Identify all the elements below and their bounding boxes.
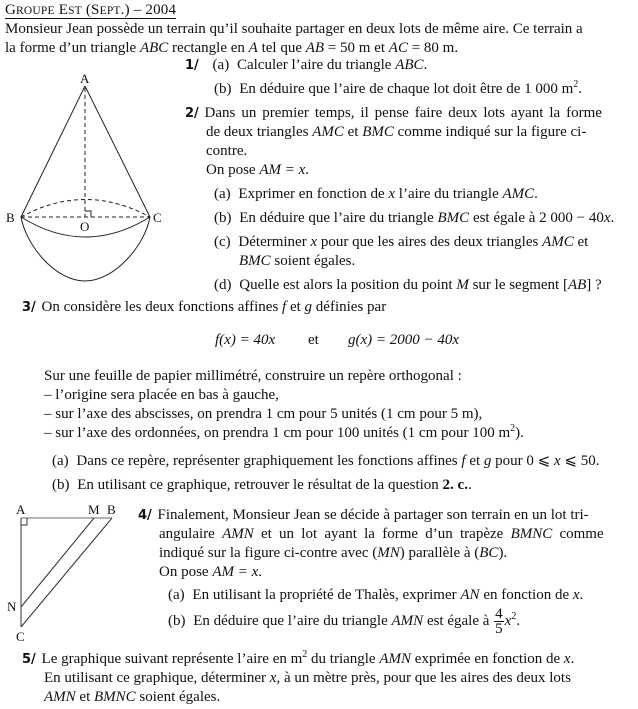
var-bmc: BMC [239, 253, 271, 269]
text: En déduire que l’aire du triangle [193, 613, 392, 629]
text: angulaire [159, 526, 223, 542]
text: En déduire que l’aire de chaque lot doit être de 1 000 m [239, 81, 574, 97]
text: . [258, 564, 263, 580]
var-g: g [304, 299, 313, 315]
q2-number: 2/ [185, 106, 199, 121]
text: En utilisant ce graphique, retrouver le résultat de la question [77, 477, 443, 493]
var-amn: AMN [44, 689, 76, 705]
text: = 50 m et [324, 40, 389, 56]
label-c: C [16, 629, 25, 644]
text: ⩽ 50. [560, 453, 600, 469]
var-abc: ABC [139, 40, 169, 56]
text: . [423, 57, 428, 73]
label-a: A [80, 71, 90, 86]
q3-instruction: Sur une feuille de papier millimétré, construire un repère orthogonal : [44, 368, 462, 384]
text: exprimée en fonction de [411, 651, 564, 667]
var-g: g [483, 453, 492, 469]
segment-mn [21, 518, 94, 607]
q2-d [214, 276, 602, 294]
text: ). [515, 425, 524, 441]
text: pour que les aires des deux triangles [317, 234, 543, 250]
text: Calculer l’aire du triangle [236, 57, 396, 73]
text: . [579, 587, 584, 603]
var-amn: AMN [222, 526, 254, 542]
text: . [305, 162, 310, 178]
text: rectangle en [168, 40, 249, 56]
var-x: x [388, 186, 396, 202]
var-f: f [461, 453, 466, 469]
text: . [610, 210, 615, 226]
q2-c-cont [239, 252, 355, 270]
q4-b [168, 606, 520, 636]
intro-line-2 [5, 39, 458, 57]
var-bc: BC [479, 545, 499, 561]
text: . [570, 651, 575, 667]
q3-number: 3/ [22, 300, 36, 315]
fraction-4-5 [494, 607, 504, 636]
cone-figure [0, 65, 180, 285]
q2-c [214, 233, 588, 251]
q2-line-4 [206, 161, 309, 179]
q4-line-2 [159, 525, 604, 543]
label-n: N [7, 599, 17, 614]
var-amn: AMN [379, 651, 412, 667]
q3-b-label: (b) [52, 477, 70, 493]
page-title [5, 1, 176, 20]
q5-line-2 [44, 669, 571, 687]
text: Quelle est alors la position du point [239, 277, 457, 293]
text: . [467, 477, 472, 493]
var-abc: ABC [395, 57, 424, 73]
text: et [75, 689, 94, 705]
text: et [573, 234, 589, 250]
text: – sur l’axe des ordonnées, on prendra 1 cm pour 100 unités (1 cm pour 100 m [44, 425, 511, 441]
var-amc: AMC [502, 186, 535, 202]
var-f: f [282, 299, 287, 315]
text: la forme d’un triangle [5, 40, 140, 56]
text: Finalement, Monsieur Jean se décide à partager son terrain en un lot tri- [157, 507, 589, 523]
text: et [465, 453, 484, 469]
triangle-figure [0, 500, 130, 650]
q5-line-1 [22, 650, 574, 669]
q2-b [214, 209, 614, 227]
text: En utilisant ce graphique, déterminer [44, 670, 270, 686]
cone-edge-right [85, 86, 150, 217]
q2-a [214, 185, 538, 203]
var-am-x: AM = x [259, 162, 306, 178]
formula-f: f(x) = 40x [215, 332, 276, 348]
var-amc: AMC [542, 234, 574, 250]
q4-line-3 [159, 544, 507, 562]
text: . [534, 186, 538, 202]
right-angle-mark [21, 518, 27, 525]
text: = 80 m. [407, 40, 459, 56]
formula-et: et [308, 332, 319, 348]
numerator: 4 [495, 606, 503, 623]
text: et [286, 299, 305, 315]
q3-a-label: (a) [52, 453, 69, 469]
q1-number: 1/ [185, 58, 199, 73]
var-bmnc: BMNC [94, 689, 136, 705]
q4-b-label: (b) [168, 613, 186, 629]
q4-number: 4/ [138, 508, 152, 523]
text: On pose [159, 564, 213, 580]
var-am-x: AM = x [212, 564, 259, 580]
text: tel que [257, 40, 306, 56]
text: . [516, 613, 521, 629]
text: soient égales. [135, 689, 221, 705]
text: du triangle [307, 651, 380, 667]
text: définies par [312, 299, 387, 315]
superscript: 2 [302, 649, 308, 660]
var-a: A [248, 40, 258, 56]
text: indiqué sur la figure ci-contre avec ( [159, 545, 378, 561]
text: Exprimer en fonction de [238, 186, 389, 202]
var-x: x [269, 670, 277, 686]
q2-line-3: contre. [206, 143, 248, 159]
text: et un lot ayant la forme d’un trapèze [253, 526, 511, 542]
label-b: B [107, 502, 116, 517]
title-text: GROUPE EST (SEPT.) – 2004 [5, 2, 177, 18]
text: , à un mètre près, pour que les aires des deux lots [276, 670, 571, 686]
text: On considère les deux fonctions affines [41, 299, 283, 315]
var-ab: AB [305, 40, 325, 56]
label-m: M [88, 502, 100, 517]
q1-a [185, 56, 427, 75]
denominator: 5 [495, 621, 503, 638]
q5-number: 5/ [22, 652, 36, 667]
q2-line-1 [185, 104, 602, 123]
text: Déterminer [238, 234, 311, 250]
q4-a [168, 586, 583, 604]
q4-line-4 [159, 563, 262, 581]
right-angle-mark [85, 211, 91, 217]
var-x: x [504, 613, 512, 629]
text: de deux triangles [206, 124, 313, 140]
var-bmnc: BMNC [510, 526, 553, 542]
q3-bullet-3 [44, 424, 524, 442]
text: ). [498, 545, 508, 561]
cone-edge-left [21, 86, 85, 217]
q4-a-label: (a) [168, 587, 185, 603]
superscript: 2 [511, 611, 517, 622]
text: soient égales. [270, 253, 356, 269]
text: Dans un premier temps, il pense faire deux lots ayant la forme [204, 105, 602, 121]
label-o: O [80, 219, 90, 234]
text: On pose [206, 162, 260, 178]
var-x: x [563, 651, 571, 667]
segment-bc [21, 518, 112, 627]
q2-line-2 [206, 123, 586, 141]
text: ] ? [586, 277, 602, 293]
text: est égale à 2 000 − 40 [469, 210, 604, 226]
text: en fonction de [479, 587, 573, 603]
text: . [578, 81, 583, 97]
var-x: x [572, 587, 580, 603]
label-b: B [6, 210, 15, 225]
text: ) parallèle à ( [399, 545, 480, 561]
var-m: M [456, 277, 469, 293]
var-bmc: BMC [362, 124, 394, 140]
text: En utilisant la propriété de Thalès, exprimer [192, 587, 461, 603]
q3-bullet-2: – sur l’axe des abscisses, on prendra 1 cm pour 5 unités (1 cm pour 5 m), [44, 406, 483, 422]
text: comme [552, 526, 604, 542]
text: Dans ce repère, représenter graphiquement les fonctions affines [76, 453, 462, 469]
text: pour 0 ⩽ [491, 453, 554, 469]
question-ref: 2. c. [442, 477, 468, 493]
var-bmc: BMC [437, 210, 470, 226]
q1-a-label: (a) [212, 57, 230, 73]
text: comme indiqué sur la figure ci- [393, 124, 587, 140]
q3-intro [22, 298, 386, 317]
var-x: x [603, 210, 611, 226]
intro-line-1: Monsieur Jean possède un terrain qu’il souhaite partager en deux lots de même aire. Ce terrain a [5, 21, 583, 37]
var-amn: AMN [391, 613, 424, 629]
var-an: AN [460, 587, 480, 603]
text: est égale à [423, 613, 494, 629]
text: Le graphique suivant représente l’aire en m [41, 651, 303, 667]
var-amc: AMC [312, 124, 344, 140]
var-ab: AB [567, 277, 587, 293]
q5-line-3 [44, 688, 220, 706]
text: sur le segment [ [468, 277, 568, 293]
q2-b-label: (b) [214, 210, 232, 226]
q4-line-1 [138, 506, 589, 525]
q1-b [214, 80, 582, 98]
superscript: 2 [510, 423, 516, 434]
superscript: 2 [573, 79, 579, 90]
text: En déduire que l’aire du triangle [239, 210, 438, 226]
q2-c-label: (c) [214, 234, 231, 250]
q2-a-label: (a) [214, 186, 231, 202]
label-a: A [16, 502, 26, 517]
formula-g: g(x) = 2000 − 40x [348, 332, 460, 348]
text: l’aire du triangle [395, 186, 503, 202]
var-x: x [553, 453, 561, 469]
label-c: C [153, 210, 162, 225]
var-x: x [310, 234, 318, 250]
q3-b [52, 476, 472, 494]
var-mn: MN [377, 545, 400, 561]
q3-a [52, 452, 599, 470]
q2-d-label: (d) [214, 277, 232, 293]
var-ac: AC [388, 40, 408, 56]
q1-b-label: (b) [214, 81, 232, 97]
q3-bullet-1: – l’origine sera placée en bas à gauche, [44, 387, 279, 403]
text: et [343, 124, 363, 140]
